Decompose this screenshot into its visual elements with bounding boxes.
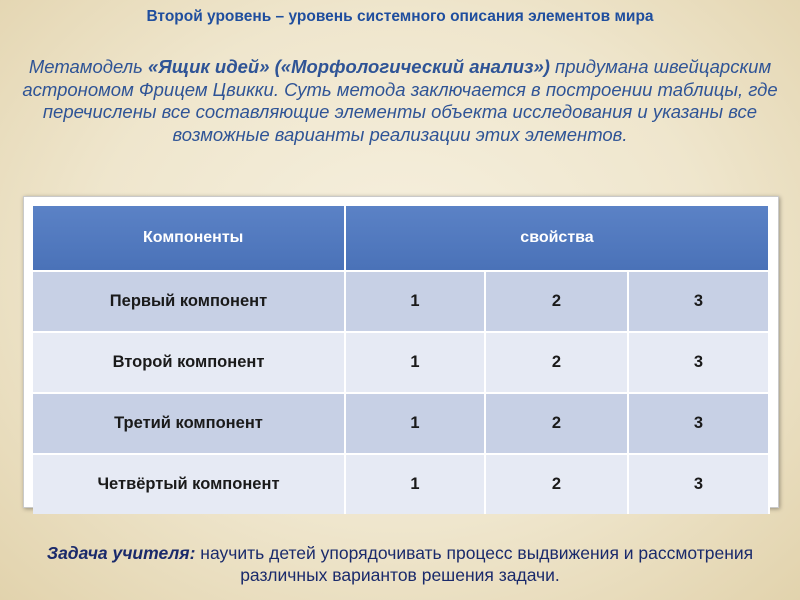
row-value-3: 3 bbox=[628, 332, 769, 393]
morphological-table bbox=[33, 206, 770, 514]
header-properties: свойства bbox=[345, 206, 769, 271]
morphological-table-frame bbox=[23, 196, 779, 508]
row-value-2: 2 bbox=[485, 393, 628, 454]
intro-bold: «Ящик идей» («Морфологический анализ») bbox=[148, 56, 550, 77]
row-value-1: 1 bbox=[345, 332, 485, 393]
teacher-task-label: Задача учителя: bbox=[46, 543, 196, 563]
row-value-3: 3 bbox=[628, 271, 769, 332]
row-value-2: 2 bbox=[485, 454, 628, 514]
intro-paragraph bbox=[20, 56, 780, 146]
table-row bbox=[33, 454, 769, 514]
teacher-task-text: научить детей упорядочивать процесс выдвижения и рассмотрения различных вариантов решения задачи. bbox=[195, 543, 754, 585]
intro-suffix: придумана швейцарским астрономом Фрицем Цвикки. Суть метода заключается в построении таблицы, где перечислены все составляющие элементы объекта исследования и указаны все возможные варианты реализации этих элементов. bbox=[22, 56, 778, 145]
row-value-1: 1 bbox=[345, 393, 485, 454]
intro-prefix: Метамодель bbox=[28, 56, 148, 77]
table-row bbox=[33, 393, 769, 454]
row-value-1: 1 bbox=[345, 271, 485, 332]
row-component-name: Второй компонент bbox=[33, 332, 345, 393]
table-row bbox=[33, 332, 769, 393]
row-value-2: 2 bbox=[485, 271, 628, 332]
table-header-row bbox=[33, 206, 769, 271]
slide-title: Второй уровень – уровень системного описания элементов мира bbox=[146, 8, 654, 25]
header-components: Компоненты bbox=[33, 206, 345, 271]
row-value-2: 2 bbox=[485, 332, 628, 393]
teacher-task bbox=[20, 542, 780, 586]
row-value-3: 3 bbox=[628, 393, 769, 454]
row-value-1: 1 bbox=[345, 454, 485, 514]
table-row bbox=[33, 271, 769, 332]
row-component-name: Первый компонент bbox=[33, 271, 345, 332]
row-value-3: 3 bbox=[628, 454, 769, 514]
row-component-name: Третий компонент bbox=[33, 393, 345, 454]
row-component-name: Четвёртый компонент bbox=[33, 454, 345, 514]
